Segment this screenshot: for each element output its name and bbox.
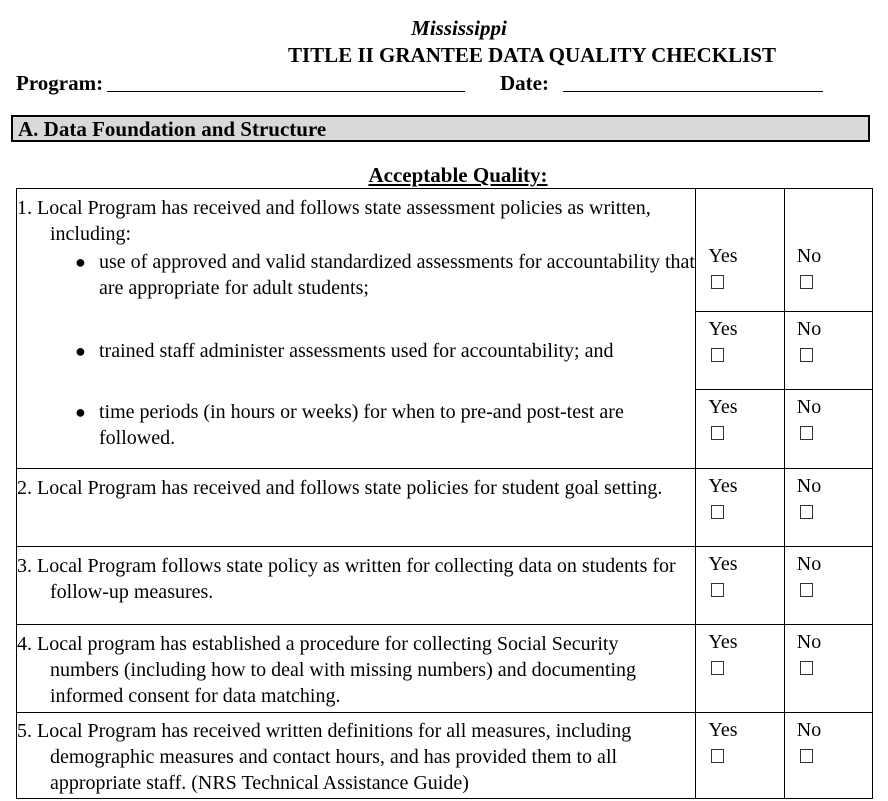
no-label: No (796, 396, 822, 418)
program-label: Program: (16, 71, 104, 95)
item-2-cell (17, 469, 696, 547)
date-label: Date: (500, 71, 549, 95)
item-4-text: 4. Local program has established a procedure for collecting Social Security numbers (including how to deal with missing numbers) and documenting informed consent for data matching. (17, 633, 637, 707)
yes-label: Yes (708, 719, 738, 741)
no-cell (784, 625, 872, 713)
no-label: No (796, 719, 822, 741)
yes-label: Yes (708, 245, 738, 267)
item-5-cell (17, 713, 696, 799)
no-cell (784, 390, 872, 469)
no-checkbox[interactable] (800, 583, 813, 597)
no-cell (784, 713, 872, 799)
item-4-cell (17, 625, 696, 713)
no-checkbox[interactable] (800, 348, 813, 362)
item-1-text: 1. Local Program has received and follows state assessment policies as written, including: (17, 197, 651, 245)
yes-checkbox[interactable] (711, 348, 724, 362)
no-checkbox[interactable] (800, 505, 813, 519)
item-1-bullet-3: ● time periods (in hours or weeks) for when to pre-and post-test are followed. (75, 401, 624, 449)
yes-cell (696, 189, 784, 312)
date-field[interactable] (563, 91, 823, 92)
yes-checkbox[interactable] (711, 583, 724, 597)
item-1-bullet-1: ● use of approved and valid standardized assessments for accountability that are appropriate for adult students; (75, 251, 695, 299)
yes-label: Yes (708, 553, 738, 575)
yes-label: Yes (708, 318, 738, 340)
section-header: A. Data Foundation and Structure (11, 115, 870, 142)
yes-cell (696, 469, 784, 547)
yes-label: Yes (708, 396, 738, 418)
no-checkbox[interactable] (800, 426, 813, 440)
item-5-text: 5. Local Program has received written definitions for all measures, including demographic measures and contact hours, and has provided them to all appropriate staff. (NRS Technical Assistance Guide) (17, 720, 632, 794)
table-row (17, 713, 873, 799)
no-cell (784, 189, 872, 312)
program-field[interactable] (107, 91, 465, 92)
item-1-bullet-2: ● trained staff administer assessments used for accountability; and (75, 340, 614, 362)
no-cell (784, 547, 872, 625)
yes-checkbox[interactable] (711, 749, 724, 763)
bullet-icon: ● (75, 402, 86, 422)
table-row (17, 625, 873, 713)
table-row (17, 469, 873, 547)
no-checkbox[interactable] (800, 275, 813, 289)
document-title: TITLE II GRANTEE DATA QUALITY CHECKLIST (288, 43, 776, 67)
yes-cell (696, 625, 784, 713)
no-checkbox[interactable] (800, 661, 813, 675)
state-name: Mississippi (411, 16, 507, 40)
yes-checkbox[interactable] (711, 275, 724, 289)
yes-label: Yes (708, 631, 738, 653)
item-2-text: 2. Local Program has received and follows state policies for student goal setting. (17, 477, 663, 499)
no-label: No (796, 245, 822, 267)
no-label: No (796, 631, 822, 653)
no-label: No (796, 318, 822, 340)
yes-checkbox[interactable] (711, 505, 724, 519)
no-cell (784, 312, 872, 390)
yes-label: Yes (708, 475, 738, 497)
yes-checkbox[interactable] (711, 661, 724, 675)
subheading: Acceptable Quality: (368, 163, 548, 187)
item-1-cell (17, 189, 696, 469)
yes-cell (696, 312, 784, 390)
table-row (17, 547, 873, 625)
checklist-table (16, 188, 873, 799)
item-3-cell (17, 547, 696, 625)
bullet-icon: ● (75, 252, 86, 272)
yes-cell (696, 713, 784, 799)
yes-cell (696, 390, 784, 469)
table-row (17, 189, 873, 312)
no-label: No (796, 475, 822, 497)
no-cell (784, 469, 872, 547)
item-3-text: 3. Local Program follows state policy as written for collecting data on students for follow-up measures. (17, 555, 676, 603)
no-checkbox[interactable] (800, 749, 813, 763)
yes-cell (696, 547, 784, 625)
yes-checkbox[interactable] (711, 426, 724, 440)
no-label: No (796, 553, 822, 575)
bullet-icon: ● (75, 341, 86, 361)
